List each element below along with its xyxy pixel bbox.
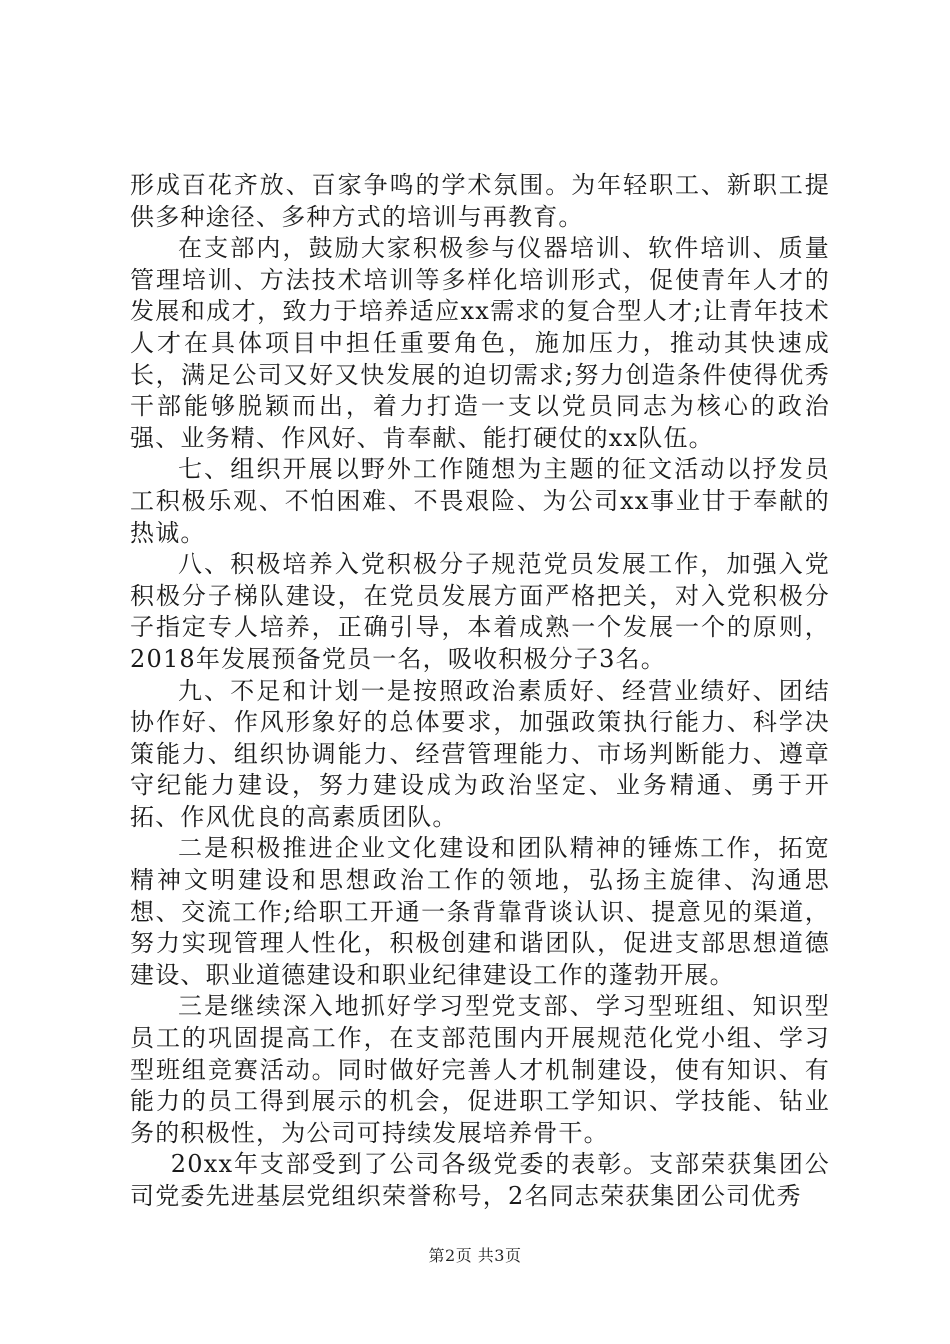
paragraph-5: 九、不足和计划一是按照政治素质好、经营业绩好、团结协作好、作风形象好的总体要求，加强政策执行能力、科学决策能力、组织协调能力、经营管理能力、市场判断能力、遵章守纪能力建设，努力建设成为政治坚定、业务精通、勇于开拓、作风优良的高素质团队。 <box>130 676 830 831</box>
paragraph-2: 在支部内，鼓励大家积极参与仪器培训、软件培训、质量管理培训、方法技术培训等多样化培训形式，促使青年人才的发展和成才，致力于培养适应xx需求的复合型人才;让青年技术人才在具体项目中担任重要角色，施加压力，推动其快速成长，满足公司又好又快发展的迫切需求;努力创造条件使得优秀干部能够脱颖而出，着力打造一支以党员同志为核心的政治强、业务精、作风好、肯奉献、能打硬仗的xx队伍。 <box>130 234 830 452</box>
document-body <box>130 170 830 1213</box>
page-footer <box>0 1243 950 1266</box>
paragraph-6: 二是积极推进企业文化建设和团队精神的锤炼工作，拓宽精神文明建设和思想政治工作的领地，弘扬主旋律、沟通思想、交流工作;给职工开通一条背靠背谈认识、提意见的渠道，努力实现管理人性化，积极创建和谐团队，促进支部思想道德建设、职业道德建设和职业纪律建设工作的蓬勃开展。 <box>130 834 830 989</box>
page-number-label: 第2页 共3页 <box>428 1246 522 1265</box>
paragraph-3: 七、组织开展以野外工作随想为主题的征文活动以抒发员工积极乐观、不怕困难、不畏艰险、为公司xx事业甘于奉献的热诚。 <box>130 455 830 547</box>
paragraph-4: 八、积极培养入党积极分子规范党员发展工作，加强入党积极分子梯队建设，在党员发展方面严格把关，对入党积极分子指定专人培养，正确引导，本着成熟一个发展一个的原则，2018年发展预备党员一名，吸收积极分子3名。 <box>130 550 830 673</box>
paragraph-1: 形成百花齐放、百家争鸣的学术氛围。为年轻职工、新职工提供多种途径、多种方式的培训与再教育。 <box>130 171 830 231</box>
paragraph-7: 三是继续深入地抓好学习型党支部、学习型班组、知识型员工的巩固提高工作，在支部范围内开展规范化党小组、学习型班组竞赛活动。同时做好完善人才机制建设，使有知识、有能力的员工得到展示的机会，促进职工学知识、学技能、钻业务的积极性，为公司可持续发展培养骨干。 <box>130 992 830 1147</box>
paragraph-8: 20xx年支部受到了公司各级党委的表彰。支部荣获集团公司党委先进基层党组织荣誉称号，2名同志荣获集团公司优秀 <box>130 1150 830 1210</box>
